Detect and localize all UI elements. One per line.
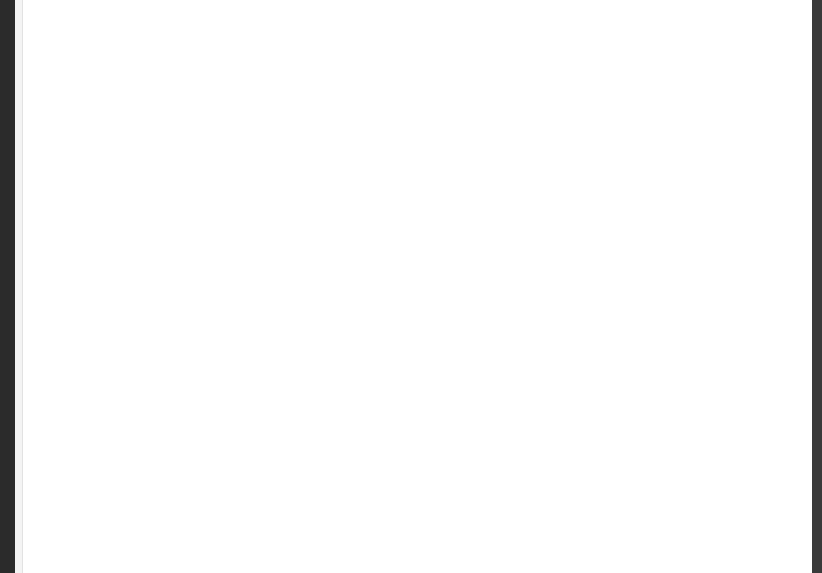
viewer-left-bar (0, 0, 15, 573)
viewer-right-edge (812, 0, 822, 573)
